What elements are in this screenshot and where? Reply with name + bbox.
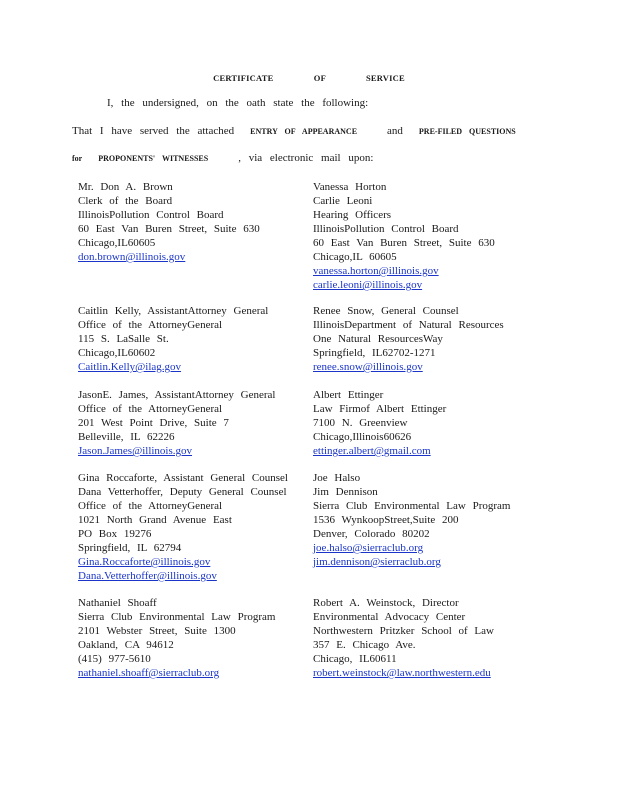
address-line: 1536 WynkoopStreet,Suite 200: [313, 514, 459, 526]
email-link[interactable]: ettinger.albert@gmail.com: [313, 445, 431, 457]
address-line: Carlie Leoni: [313, 195, 373, 207]
document-name-proponents-witnesses: PROPONENTS' WITNESSES: [98, 154, 209, 163]
service-party-block: [78, 304, 308, 374]
address-line: Chicago, IL60611: [313, 653, 397, 665]
address-line: Caitlin Kelly, AssistantAttorney General: [78, 305, 269, 317]
email-link[interactable]: renee.snow@illinois.gov: [313, 361, 423, 373]
address-line: Environmental Advocacy Center: [313, 611, 466, 623]
email-link[interactable]: vanessa.horton@illinois.gov: [313, 265, 439, 277]
address-line: Jim Dennison: [313, 486, 378, 498]
address-line: Chicago,Illinois60626: [313, 431, 412, 443]
address-line: IllinoisPollution Control Board: [78, 209, 224, 221]
address-line: Robert A. Weinstock, Director: [313, 597, 459, 609]
address-line: Springfield, IL 62794: [78, 542, 182, 554]
document-name-entry-of-appearance: ENTRY OF APPEARANCE: [250, 127, 358, 136]
address-line: Sierra Club Environmental Law Program: [313, 500, 511, 512]
email-link[interactable]: robert.weinstock@law.northwestern.edu: [313, 667, 491, 679]
service-party-block: [78, 388, 308, 458]
address-line: Office of the AttorneyGeneral: [78, 403, 223, 415]
document-name-pre-filed-questions: PRE-FILED QUESTIONS: [418, 127, 516, 136]
service-party-block: [313, 180, 543, 292]
email-link[interactable]: Gina.Roccaforte@illinois.gov: [78, 556, 211, 568]
address-line: Oakland, CA 94612: [78, 639, 174, 651]
address-line: Northwestern Pritzker School of Law: [313, 625, 494, 637]
address-line: Chicago,IL 60605: [313, 251, 397, 263]
address-line: Belleville, IL 62226: [78, 431, 175, 443]
statement-and: and: [387, 125, 403, 137]
address-line: 7100 N. Greenview: [313, 417, 408, 429]
address-line: 60 East Van Buren Street, Suite 630: [78, 223, 260, 235]
email-link[interactable]: joe.halso@sierraclub.org: [313, 542, 424, 554]
address-line: Albert Ettinger: [313, 389, 384, 401]
email-link[interactable]: Caitlin.Kelly@ilag.gov: [78, 361, 182, 373]
address-line: Springfield, IL62702-1271: [313, 347, 436, 359]
address-line: 201 West Point Drive, Suite 7: [78, 417, 229, 429]
service-party-block: [313, 304, 543, 374]
address-line: IllinoisDepartment of Natural Resources: [313, 319, 504, 331]
address-line: Denver, Colorado 80202: [313, 528, 430, 540]
address-line: Chicago,IL60605: [78, 237, 156, 249]
address-line: Office of the AttorneyGeneral: [78, 500, 223, 512]
address-line: JasonE. James, AssistantAttorney General: [78, 389, 276, 401]
page-title: CERTIFICATE OF SERVICE: [213, 73, 405, 83]
email-link[interactable]: Jason.James@illinois.gov: [78, 445, 193, 457]
email-link[interactable]: carlie.leoni@illinois.gov: [313, 279, 423, 291]
address-line: 1021 North Grand Avenue East: [78, 514, 232, 526]
address-line: Hearing Officers: [313, 209, 392, 221]
service-statement: [72, 125, 516, 137]
email-link[interactable]: Dana.Vetterhoffer@illinois.gov: [78, 570, 217, 582]
address-line: Law Firmof Albert Ettinger: [313, 403, 447, 415]
service-statement-continued: [72, 152, 373, 164]
intro-paragraph: I, the undersigned, on the oath state the following:: [107, 97, 369, 109]
address-line: 357 E. Chicago Ave.: [313, 639, 416, 651]
address-line: (415) 977-5610: [78, 653, 151, 665]
address-line: Mr. Don A. Brown: [78, 181, 173, 193]
address-line: 2101 Webster Street, Suite 1300: [78, 625, 236, 637]
address-line: Vanessa Horton: [313, 181, 387, 193]
address-line: Chicago,IL60602: [78, 347, 156, 359]
email-link[interactable]: don.brown@illinois.gov: [78, 251, 186, 263]
address-line: Renee Snow, General Counsel: [313, 305, 459, 317]
address-line: Office of the AttorneyGeneral: [78, 319, 223, 331]
address-line: IllinoisPollution Control Board: [313, 223, 459, 235]
address-line: Joe Halso: [313, 472, 361, 484]
service-party-block: [313, 596, 543, 680]
address-line: One Natural ResourcesWay: [313, 333, 443, 345]
statement-text: That I have served the attached: [72, 125, 235, 137]
service-party-block: [78, 471, 308, 583]
email-link[interactable]: jim.dennison@sierraclub.org: [313, 556, 441, 568]
address-line: Gina Roccaforte, Assistant General Counsel: [78, 472, 288, 484]
address-line: PO Box 19276: [78, 528, 152, 540]
statement-tail: , via electronic mail upon:: [238, 152, 374, 164]
email-link[interactable]: nathaniel.shoaff@sierraclub.org: [78, 667, 220, 679]
service-party-block: [313, 471, 543, 569]
statement-for: for: [72, 154, 83, 163]
address-line: 60 East Van Buren Street, Suite 630: [313, 237, 495, 249]
address-line: Dana Vetterhoffer, Deputy General Counsel: [78, 486, 287, 498]
address-line: Sierra Club Environmental Law Program: [78, 611, 276, 623]
service-party-block: [313, 388, 543, 458]
service-party-block: [78, 596, 308, 680]
address-line: Clerk of the Board: [78, 195, 173, 207]
service-party-block: [78, 180, 308, 264]
address-line: 115 S. LaSalle St.: [78, 333, 169, 345]
address-line: Nathaniel Shoaff: [78, 597, 157, 609]
